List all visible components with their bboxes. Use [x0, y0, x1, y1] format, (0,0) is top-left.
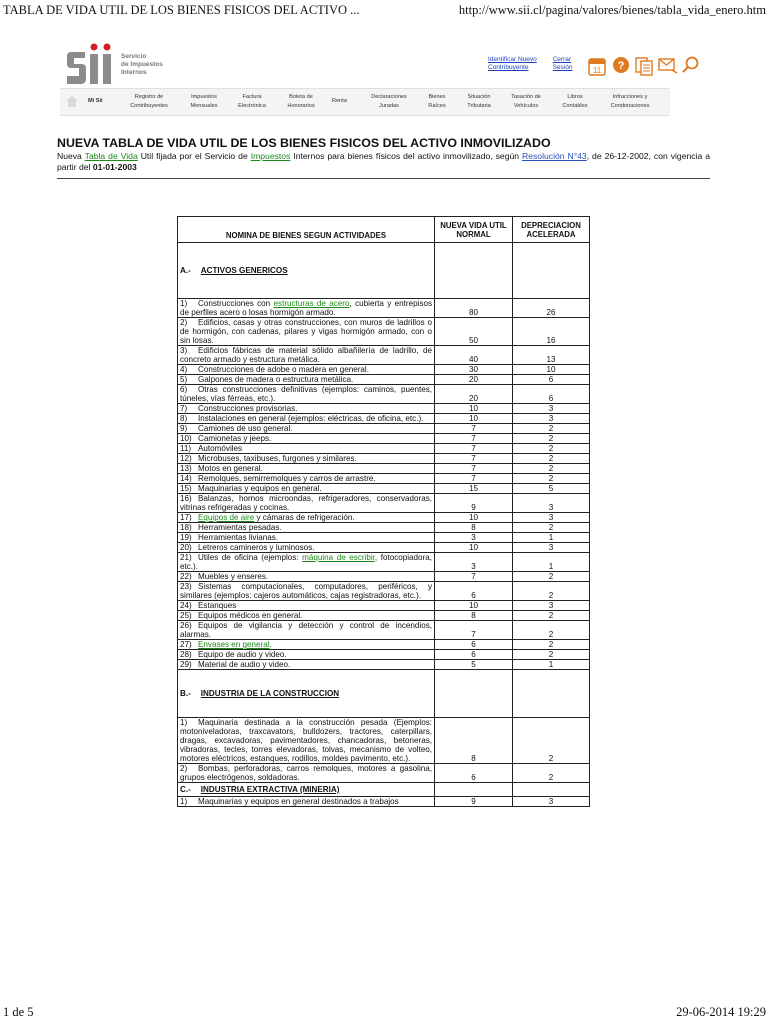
item-description-cell — [178, 444, 435, 454]
vida-util-value: 40 — [435, 346, 513, 365]
svg-text:?: ? — [617, 60, 625, 72]
item-number: 10) — [180, 434, 192, 443]
page-title: NUEVA TABLA DE VIDA UTIL DE LOS BIENES FISICOS DEL ACTIVO INMOVILIZADO — [57, 136, 551, 150]
item-text: , fotocopiadora, etc.). — [180, 553, 433, 571]
depreciacion-value: 2 — [513, 424, 590, 434]
item-description-cell — [178, 650, 435, 660]
vida-util-value: 8 — [435, 611, 513, 621]
col-header-depreciacion: DEPRECIACION ACELERADA — [513, 217, 590, 243]
item-number: 5) — [180, 375, 188, 384]
vida-util-value: 20 — [435, 375, 513, 385]
table-row — [178, 660, 590, 670]
section-code: A.- — [180, 266, 191, 275]
vida-util-value: 9 — [435, 797, 513, 807]
nav-item-infracciones[interactable] — [602, 93, 658, 111]
item-text: Maquinarias y equipos en general. — [198, 484, 322, 493]
item-text: Material de audio y video. — [198, 660, 291, 669]
vida-util-value: 7 — [435, 474, 513, 484]
vida-util-value: 5 — [435, 660, 513, 670]
nav-label: Mensuales — [190, 103, 218, 109]
nav-label: Electrónica — [238, 103, 266, 109]
item-description-cell — [178, 553, 435, 572]
logout-link[interactable] — [553, 56, 573, 72]
section-cell — [178, 670, 435, 718]
depreciacion-value: 26 — [513, 299, 590, 318]
item-text: Equipos de vigilancia y detección y control de incendios, alarmas. — [180, 621, 432, 639]
item-number: 27) — [180, 640, 192, 649]
vida-util-value: 7 — [435, 424, 513, 434]
depreciacion-value: 3 — [513, 797, 590, 807]
link-line: Identificar Nuevo — [488, 56, 537, 63]
item-text: Instalaciones en general (ejemplos: eléctricas, de oficina, etc.). — [198, 414, 424, 423]
item-number: 13) — [180, 464, 192, 473]
vida-util-value: 8 — [435, 523, 513, 533]
item-text: Camionetas y jeeps. — [198, 434, 272, 443]
nav-label: Contables — [562, 103, 588, 109]
vida-util-value: 50 — [435, 318, 513, 346]
depreciacion-value: 2 — [513, 621, 590, 640]
item-description-cell — [178, 404, 435, 414]
nav-item-libros[interactable] — [558, 93, 592, 111]
vida-util-value: 15 — [435, 484, 513, 494]
item-description-cell — [178, 375, 435, 385]
table-row — [178, 764, 590, 783]
item-description-cell — [178, 385, 435, 404]
nav-item-factura[interactable] — [232, 93, 272, 111]
empty-cell — [513, 243, 590, 299]
table-row — [178, 385, 590, 404]
vida-util-value: 10 — [435, 414, 513, 424]
intro-text: Util fijada por el Servicio de — [137, 151, 251, 161]
table-row — [178, 464, 590, 474]
table-row — [178, 513, 590, 523]
item-description-cell — [178, 718, 435, 764]
col-header-vida-util: NUEVA VIDA UTIL NORMAL — [435, 217, 513, 243]
table-row — [178, 621, 590, 640]
calendar-icon[interactable] — [588, 56, 606, 76]
item-number: 29) — [180, 660, 192, 669]
item-description-cell — [178, 454, 435, 464]
nav-label: Libros — [567, 94, 583, 100]
item-description-cell — [178, 414, 435, 424]
nav-item-impuestos-mensuales[interactable] — [182, 93, 226, 111]
sii-logo-mark — [67, 42, 121, 86]
sii-logo-text — [121, 53, 163, 77]
vida-util-value: 7 — [435, 444, 513, 454]
depreciacion-value: 3 — [513, 414, 590, 424]
table-row — [178, 543, 590, 553]
section-row — [178, 670, 590, 718]
item-text: , cubierta y entrepisos de perfiles acero o losas hormigón armado. — [180, 299, 432, 317]
nav-label: Boleta de — [289, 94, 313, 100]
print-footer — [0, 1002, 768, 1024]
table-row — [178, 484, 590, 494]
item-description-cell — [178, 660, 435, 670]
table-row — [178, 572, 590, 582]
item-description-cell — [178, 611, 435, 621]
print-header — [0, 0, 768, 20]
item-description-cell — [178, 484, 435, 494]
depreciacion-value: 5 — [513, 484, 590, 494]
item-description-cell — [178, 434, 435, 444]
item-text: Equipos médicos en general. — [198, 611, 303, 620]
item-text: Herramientas livianas. — [198, 533, 279, 542]
nav-label: Juradas — [379, 103, 399, 109]
item-description-cell — [178, 464, 435, 474]
effective-date: 01-01-2003 — [92, 162, 137, 172]
top-links — [488, 56, 572, 72]
table-row — [178, 582, 590, 601]
mail-icon[interactable] — [658, 56, 678, 74]
intro-paragraph — [57, 151, 710, 173]
section-cell — [178, 243, 435, 299]
item-description-cell — [178, 365, 435, 375]
table-row — [178, 365, 590, 375]
depreciacion-value: 16 — [513, 318, 590, 346]
item-text: Herramientas pesadas. — [198, 523, 282, 532]
table-row — [178, 533, 590, 543]
depreciacion-value: 1 — [513, 553, 590, 572]
table-row — [178, 797, 590, 807]
depreciacion-value: 2 — [513, 434, 590, 444]
item-number: 19) — [180, 533, 192, 542]
print-datetime: 29-06-2014 19:29 — [676, 1005, 766, 1019]
depreciacion-value: 6 — [513, 375, 590, 385]
identify-taxpayer-link[interactable] — [488, 56, 537, 72]
section-name: INDUSTRIA DE LA CONSTRUCCION — [200, 689, 340, 698]
table-row — [178, 404, 590, 414]
depreciacion-value: 2 — [513, 640, 590, 650]
item-text: Edificios, casas y otras construcciones, con muros de ladrillos o de hormigón, con cadenas, pilares y vigas hormigón armado, con o sin losas. — [180, 318, 432, 345]
depreciacion-value: 2 — [513, 650, 590, 660]
depreciacion-value: 2 — [513, 582, 590, 601]
table-row — [178, 474, 590, 484]
vida-util-value: 20 — [435, 385, 513, 404]
table-row — [178, 318, 590, 346]
depreciacion-value: 3 — [513, 513, 590, 523]
intro-text: Nueva — [57, 151, 85, 161]
item-description-cell — [178, 318, 435, 346]
nav-item-mi-sii[interactable]: Mi Sii — [88, 98, 103, 104]
depreciacion-value: 2 — [513, 764, 590, 783]
depreciacion-value: 2 — [513, 474, 590, 484]
vida-util-value: 6 — [435, 640, 513, 650]
table-row — [178, 424, 590, 434]
empty-cell — [435, 670, 513, 718]
empty-cell — [435, 783, 513, 797]
section-code: C.- — [180, 785, 191, 794]
vida-util-value: 10 — [435, 543, 513, 553]
depreciacion-value: 13 — [513, 346, 590, 365]
item-description-cell — [178, 572, 435, 582]
nav-label: Registro de — [134, 94, 164, 100]
item-description-cell — [178, 621, 435, 640]
item-number: 26) — [180, 621, 192, 630]
table-row — [178, 640, 590, 650]
nav-label: Infracciones y — [612, 94, 648, 100]
divider — [57, 178, 710, 179]
vida-util-value: 9 — [435, 494, 513, 513]
item-description-cell — [178, 299, 435, 318]
item-text: Remolques, semirremolques y carros de arrastre. — [198, 474, 376, 483]
depreciacion-value: 3 — [513, 404, 590, 414]
item-description-cell — [178, 513, 435, 523]
item-text: Letreros camineros y luminosos. — [198, 543, 315, 552]
item-text: Construcciones de adobe o madera en general. — [198, 365, 369, 374]
logo-text-line: Internos — [121, 69, 147, 76]
section-code: B.- — [180, 689, 191, 698]
item-text: Sistemas computacionales, computadores, periféricos, y similares (ejemplos: cajeros automáticos, cajas registradoras, etc.). — [180, 582, 432, 600]
table-row — [178, 434, 590, 444]
table-row — [178, 611, 590, 621]
vida-util-value: 6 — [435, 650, 513, 660]
nav-label: Tasación de — [511, 94, 541, 100]
depreciacion-value: 2 — [513, 464, 590, 474]
item-text: Motos en general. — [198, 464, 263, 473]
item-number: 18) — [180, 523, 192, 532]
item-description-cell — [178, 764, 435, 783]
item-text: Construcciones con — [198, 299, 274, 308]
depreciacion-value: 2 — [513, 718, 590, 764]
vida-util-value: 10 — [435, 513, 513, 523]
link-line: Sesión — [552, 64, 573, 71]
vida-util-value: 10 — [435, 601, 513, 611]
item-number: 22) — [180, 572, 192, 581]
item-text: Utiles de oficina (ejemplos: — [198, 553, 303, 562]
table-row — [178, 346, 590, 365]
section-name: INDUSTRIA EXTRACTIVA (MINERIA) — [200, 785, 340, 794]
item-number: 4) — [180, 365, 188, 374]
item-glossary-link[interactable]: Equipos de aire — [198, 513, 255, 522]
nav-label: Honorarios — [287, 103, 315, 109]
nav-label: Renta — [332, 98, 347, 104]
item-number: 11) — [180, 444, 192, 453]
copy-icon[interactable] — [634, 56, 654, 76]
nav-label: Situación — [467, 94, 491, 100]
item-description-cell — [178, 346, 435, 365]
table-row — [178, 601, 590, 611]
item-glossary-link[interactable]: Envases en general — [198, 640, 270, 649]
nav-label: Condonaciones — [610, 103, 650, 109]
nav-item-tasacion[interactable] — [504, 93, 548, 111]
vida-util-value: 7 — [435, 572, 513, 582]
logo-text-line: de Impuestos — [121, 61, 163, 68]
item-number: 2) — [180, 318, 188, 327]
item-text: Estanques — [198, 601, 237, 610]
item-text: Edificios fábricas de material sólido albañilería de ladrillo, de concreto armado y estructura metálica. — [180, 346, 432, 364]
impuestos-link[interactable]: Impuestos — [250, 151, 291, 161]
vida-util-value: 6 — [435, 764, 513, 783]
nav-item-boleta[interactable] — [282, 93, 320, 111]
vida-util-value: 3 — [435, 533, 513, 543]
depreciacion-value: 3 — [513, 494, 590, 513]
vida-util-value: 8 — [435, 718, 513, 764]
item-number: 1) — [180, 299, 188, 308]
item-number: 12) — [180, 454, 192, 463]
item-number: 23) — [180, 582, 192, 591]
item-number: 6) — [180, 385, 188, 394]
nav-item-situacion[interactable] — [460, 93, 498, 111]
item-description-cell — [178, 640, 435, 650]
nav-item-bienes-raices[interactable] — [424, 93, 450, 111]
vida-util-value: 10 — [435, 404, 513, 414]
item-description-cell — [178, 474, 435, 484]
depreciacion-value: 1 — [513, 533, 590, 543]
depreciacion-value: 2 — [513, 523, 590, 533]
depreciacion-value: 2 — [513, 444, 590, 454]
vida-util-value: 7 — [435, 464, 513, 474]
item-text: Microbuses, taxibuses, furgones y similares. — [198, 454, 357, 463]
depreciacion-value: 3 — [513, 543, 590, 553]
item-number: 3) — [180, 346, 188, 355]
nav-item-registro[interactable] — [122, 93, 176, 111]
table-row — [178, 299, 590, 318]
vida-util-value: 7 — [435, 454, 513, 464]
table-row — [178, 650, 590, 660]
item-text: Otras construcciones definitivas (ejemplos: caminos, puentes, túneles, vías férreas, etc.). — [180, 385, 432, 403]
vida-util-value: 3 — [435, 553, 513, 572]
nav-label: Contribuyentes — [130, 103, 168, 109]
vida-util-value: 80 — [435, 299, 513, 318]
nav-label: Declaraciones — [371, 94, 407, 100]
main-nav — [60, 88, 670, 116]
section-row — [178, 243, 590, 299]
item-glossary-link[interactable]: estructuras de acero — [273, 299, 350, 308]
depreciacion-value: 2 — [513, 611, 590, 621]
item-glossary-link[interactable]: máquina de escribir — [302, 553, 375, 562]
table-body — [178, 243, 590, 807]
item-description-cell — [178, 523, 435, 533]
nav-label: Impuestos — [191, 94, 217, 100]
table-row — [178, 718, 590, 764]
item-number: 1) — [180, 797, 188, 806]
item-description-cell — [178, 494, 435, 513]
item-description-cell — [178, 601, 435, 611]
item-text: Automóviles — [198, 444, 243, 453]
calendar-day: 11 — [592, 66, 602, 75]
resolucion-link[interactable]: Resolución N°43 — [522, 151, 587, 161]
item-text: Maquinarias y equipos en general destinados a trabajos — [198, 797, 399, 806]
nav-item-renta[interactable] — [332, 97, 347, 106]
item-text: Construcciones provisorias. — [198, 404, 298, 413]
item-number: 15) — [180, 484, 192, 493]
item-description-cell — [178, 797, 435, 807]
intro-text: Internos para bienes físicos del activo inmovilizado, según — [290, 151, 523, 161]
intro-text: , de 26-12-2002, con vigencia a partir del — [57, 151, 710, 172]
item-number: 20) — [180, 543, 192, 552]
item-number: 2) — [180, 764, 188, 773]
tabla-de-vida-link[interactable]: Tabla de Vida — [84, 151, 138, 161]
item-number: 24) — [180, 601, 192, 610]
item-text: . — [269, 640, 272, 649]
table-row — [178, 444, 590, 454]
item-text: Galpones de madera o estructura metálica. — [198, 375, 354, 384]
vida-util-value: 7 — [435, 434, 513, 444]
depreciacion-value: 10 — [513, 365, 590, 375]
item-description-cell — [178, 533, 435, 543]
empty-cell — [435, 243, 513, 299]
home-icon[interactable] — [66, 96, 78, 107]
vida-util-value: 30 — [435, 365, 513, 375]
table-row — [178, 523, 590, 533]
depreciacion-value: 2 — [513, 454, 590, 464]
vida-util-value: 7 — [435, 621, 513, 640]
item-text: y cámaras de refrigeración. — [254, 513, 355, 522]
item-text: Bombas, perforadoras, carros remolques, motores a gasolina, grupos electrógenos, soldadoras. — [180, 764, 432, 782]
nav-item-declaraciones[interactable] — [362, 93, 416, 111]
vida-util-value: 6 — [435, 582, 513, 601]
logo-text-line: Servicio — [121, 53, 147, 60]
empty-cell — [513, 670, 590, 718]
nav-label: Tributaria — [467, 103, 491, 109]
item-number: 14) — [180, 474, 192, 483]
table-row — [178, 414, 590, 424]
item-number: 9) — [180, 424, 188, 433]
item-number: 25) — [180, 611, 192, 620]
section-cell — [178, 783, 435, 797]
item-number: 1) — [180, 718, 188, 727]
item-text: Equipo de audio y video. — [198, 650, 287, 659]
vida-util-table — [177, 216, 590, 807]
item-text: Camiones de uso general. — [198, 424, 293, 433]
nav-label: Raíces — [428, 103, 446, 109]
item-text: Muebles y enseres. — [198, 572, 269, 581]
nav-label: Bienes — [428, 94, 446, 100]
item-text: Maquinaria destinada a la construcción pesada (Ejemplos: motoniveladoras, traxcavators, bulldozers, tractores, caterpillars, dragas, excavadoras, pavimentadores, chancadoras, betoneras, vibradoras, tecles, torres elevadoras, tolvas, mecanismo de volteo, motores eléctricos, estanques, rodillos, moldes pavimento, etc.). — [180, 718, 432, 763]
print-url: http://www.sii.cl/pagina/valores/bienes/tabla_vida_enero.htm — [458, 3, 766, 17]
search-icon[interactable] — [682, 56, 700, 74]
table-row — [178, 375, 590, 385]
item-description-cell — [178, 424, 435, 434]
help-icon[interactable] — [612, 56, 630, 74]
item-number: 8) — [180, 414, 188, 423]
table-header-row — [178, 217, 590, 243]
nav-label: Vehículos — [513, 103, 539, 109]
depreciacion-value: 3 — [513, 601, 590, 611]
print-page-title: TABLA DE VIDA UTIL DE LOS BIENES FISICOS DEL ACTIVO ... — [3, 3, 360, 17]
col-header-nomina: NOMINA DE BIENES SEGUN ACTIVIDADES — [178, 217, 435, 243]
item-number: 17) — [180, 513, 192, 522]
depreciacion-value: 2 — [513, 572, 590, 582]
item-number: 28) — [180, 650, 192, 659]
section-row — [178, 783, 590, 797]
link-line: Cerrar — [552, 56, 572, 63]
item-number: 16) — [180, 494, 192, 503]
item-description-cell — [178, 543, 435, 553]
item-number: 7) — [180, 404, 188, 413]
section-name: ACTIVOS GENERICOS — [200, 266, 288, 275]
table-row — [178, 454, 590, 464]
table-row — [178, 553, 590, 572]
empty-cell — [513, 783, 590, 797]
item-text: Balanzas, hornos microondas, refrigeradores, conservadoras, vitrinas refrigeradas y cocinas. — [180, 494, 432, 512]
depreciacion-value: 6 — [513, 385, 590, 404]
link-line: Contribuyente — [488, 64, 529, 71]
depreciacion-value: 1 — [513, 660, 590, 670]
print-page-number: 1 de 5 — [3, 1005, 34, 1019]
item-number: 21) — [180, 553, 192, 562]
table-row — [178, 494, 590, 513]
nav-label: Factura — [242, 94, 262, 100]
item-description-cell — [178, 582, 435, 601]
